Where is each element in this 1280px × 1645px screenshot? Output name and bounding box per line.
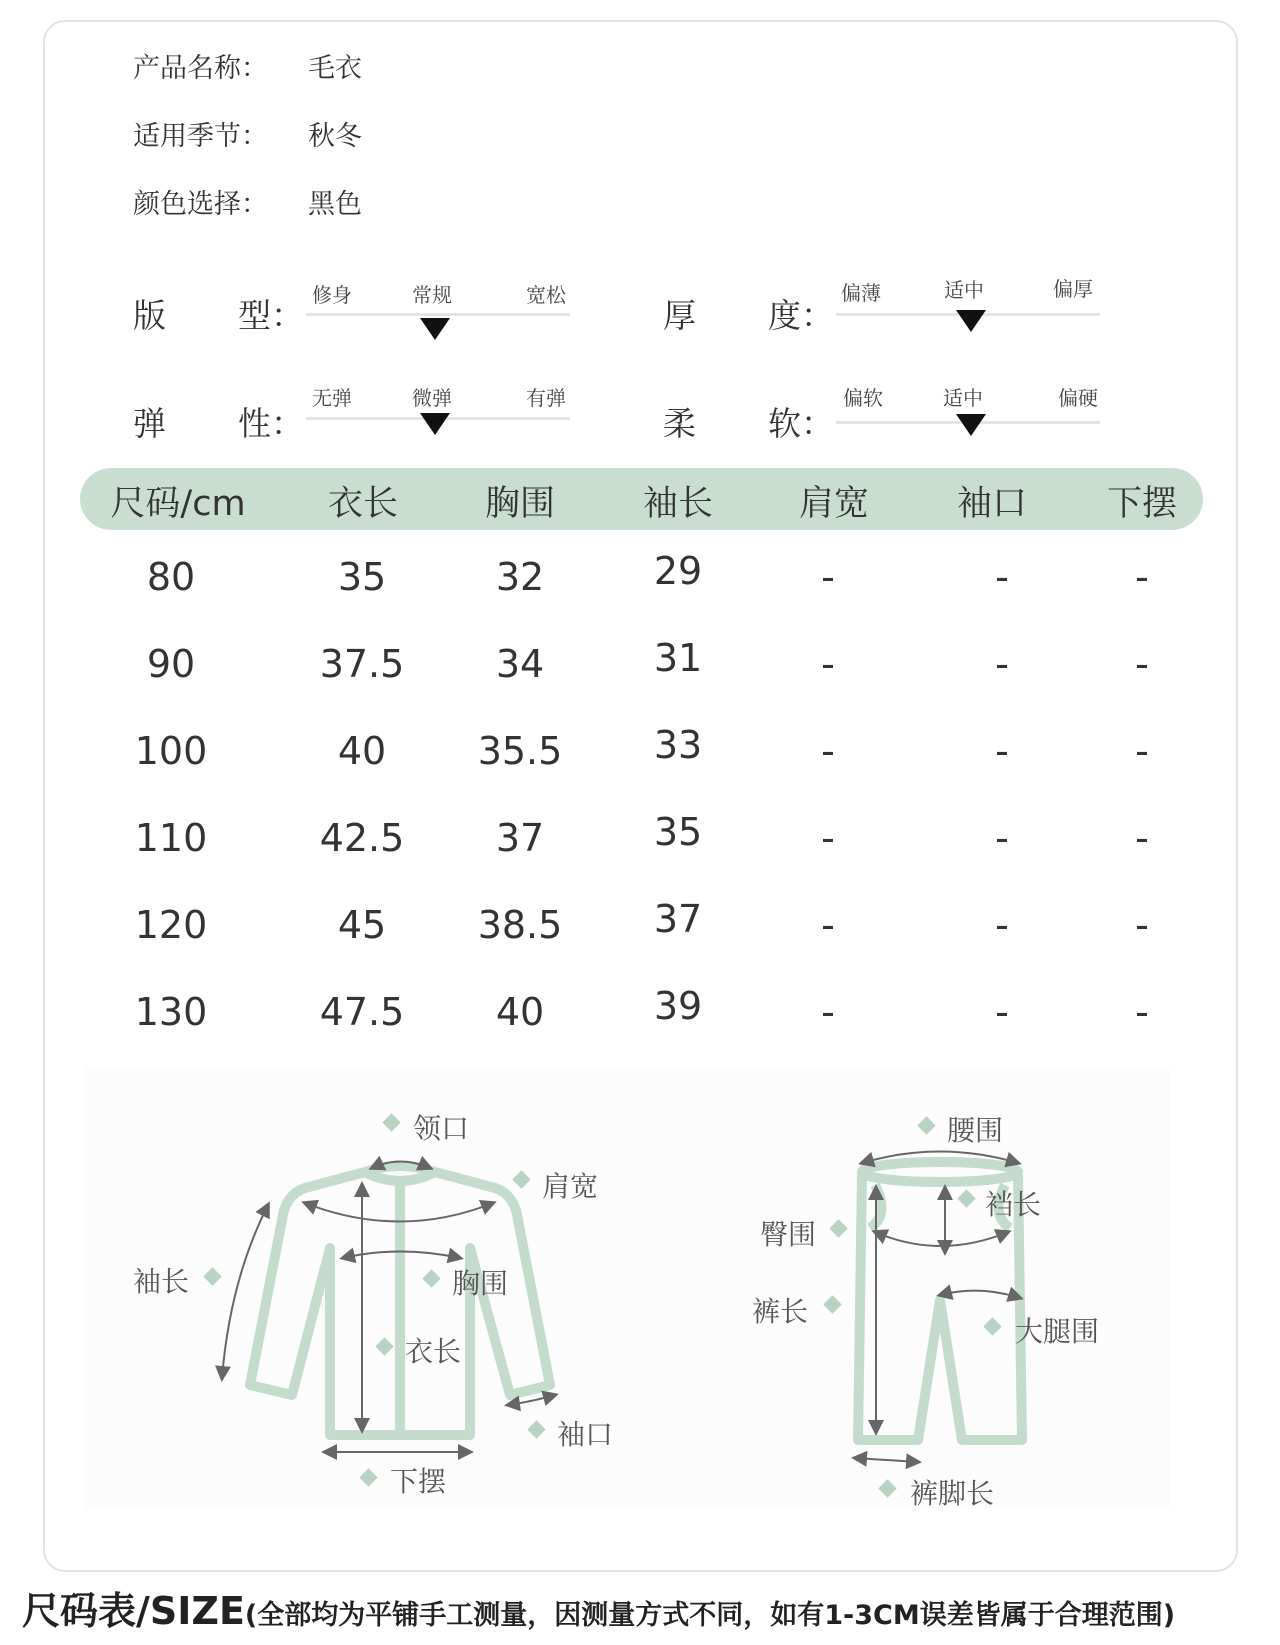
table-cell: 31 [653, 636, 703, 680]
table-cell: 39 [653, 984, 703, 1028]
table-cell: 38.5 [477, 903, 563, 947]
elasticity-option-slight: 微弹 [412, 386, 452, 410]
table-cell: - [821, 990, 835, 1034]
table-cell: - [995, 816, 1009, 860]
table-cell: - [821, 816, 835, 860]
label-hem: 下摆 [390, 1465, 447, 1498]
table-cell: 35.5 [477, 729, 563, 773]
label-length: 衣长 [405, 1335, 462, 1368]
label-waist: 腰围 [947, 1114, 1004, 1147]
table-cell: 130 [134, 990, 208, 1034]
elasticity-option-elastic: 有弹 [526, 386, 566, 410]
label-collar: 领口 [413, 1112, 470, 1145]
table-cell: - [995, 903, 1009, 947]
table-cell: - [821, 555, 835, 599]
label-hip: 臀围 [760, 1218, 817, 1251]
softness-option-soft: 偏软 [843, 386, 883, 410]
table-cell: 37.5 [319, 642, 405, 686]
header-hem: 下摆 [1106, 484, 1178, 524]
table-cell: - [1135, 555, 1149, 599]
table-cell: - [1135, 729, 1149, 773]
color-value: 黑色 [308, 189, 362, 220]
table-cell: 47.5 [319, 990, 405, 1034]
label-shoulder: 肩宽 [542, 1170, 599, 1203]
label-rise: 裆长 [985, 1188, 1042, 1221]
table-cell: - [1135, 990, 1149, 1034]
thickness-option-medium: 适中 [944, 278, 984, 302]
footer-title: 尺码表/SIZE [22, 1589, 245, 1633]
fit-option-loose: 宽松 [526, 283, 566, 307]
table-cell: 37 [653, 897, 703, 941]
table-cell: 37 [495, 816, 545, 860]
table-cell: - [995, 729, 1009, 773]
header-chest: 胸围 [484, 484, 556, 524]
header-cuff: 袖口 [956, 484, 1028, 524]
fit-option-slim: 修身 [312, 283, 352, 307]
thickness-option-thin: 偏薄 [841, 281, 881, 305]
season-label: 适用季节： [133, 121, 268, 152]
label-sleeve-length: 袖长 [133, 1265, 190, 1298]
table-cell: - [995, 642, 1009, 686]
header-sleeve: 袖长 [642, 484, 714, 524]
label-thigh: 大腿围 [1015, 1315, 1100, 1348]
table-cell: - [1135, 903, 1149, 947]
thickness-option-thick: 偏厚 [1053, 277, 1093, 301]
elasticity-option-none: 无弹 [312, 386, 352, 410]
table-cell: 42.5 [319, 816, 405, 860]
label-chest: 胸围 [452, 1267, 509, 1300]
table-cell: 33 [653, 723, 703, 767]
fit-option-regular: 常规 [412, 283, 452, 307]
table-cell: 120 [134, 903, 208, 947]
season-value: 秋冬 [308, 121, 362, 152]
table-cell: - [821, 903, 835, 947]
table-cell: - [821, 642, 835, 686]
label-pants-length: 裤长 [752, 1295, 809, 1328]
table-cell: - [821, 729, 835, 773]
softness-option-medium: 适中 [943, 386, 983, 410]
table-cell: 40 [495, 990, 545, 1034]
table-cell: - [1135, 816, 1149, 860]
softness-option-hard: 偏硬 [1058, 386, 1098, 410]
header-length: 衣长 [327, 484, 399, 524]
table-cell: 45 [337, 903, 387, 947]
table-cell: 34 [495, 642, 545, 686]
table-cell: 80 [146, 555, 196, 599]
table-cell: 110 [134, 816, 208, 860]
label-leg-opening: 裤脚长 [910, 1477, 995, 1510]
color-label: 颜色选择： [133, 189, 268, 220]
product-name-label: 产品名称： [133, 53, 268, 84]
table-cell: - [995, 555, 1009, 599]
table-cell: 40 [337, 729, 387, 773]
footer-note: (全部均为平铺手工测量，因测量方式不同，如有1-3CM误差皆属于合理范围) [244, 1600, 1176, 1631]
size-chart-footer [22, 1580, 1175, 1635]
header-shoulder: 肩宽 [798, 484, 870, 524]
label-cuff: 袖口 [557, 1418, 614, 1451]
product-name-value: 毛衣 [308, 53, 362, 84]
table-cell: 32 [495, 555, 545, 599]
table-cell: 100 [134, 729, 208, 773]
table-cell: 35 [337, 555, 387, 599]
table-cell: 29 [653, 549, 703, 593]
header-size: 尺码/cm [110, 484, 246, 524]
table-cell: 35 [653, 810, 703, 854]
table-cell: 90 [146, 642, 196, 686]
table-cell: - [1135, 642, 1149, 686]
table-cell: - [995, 990, 1009, 1034]
